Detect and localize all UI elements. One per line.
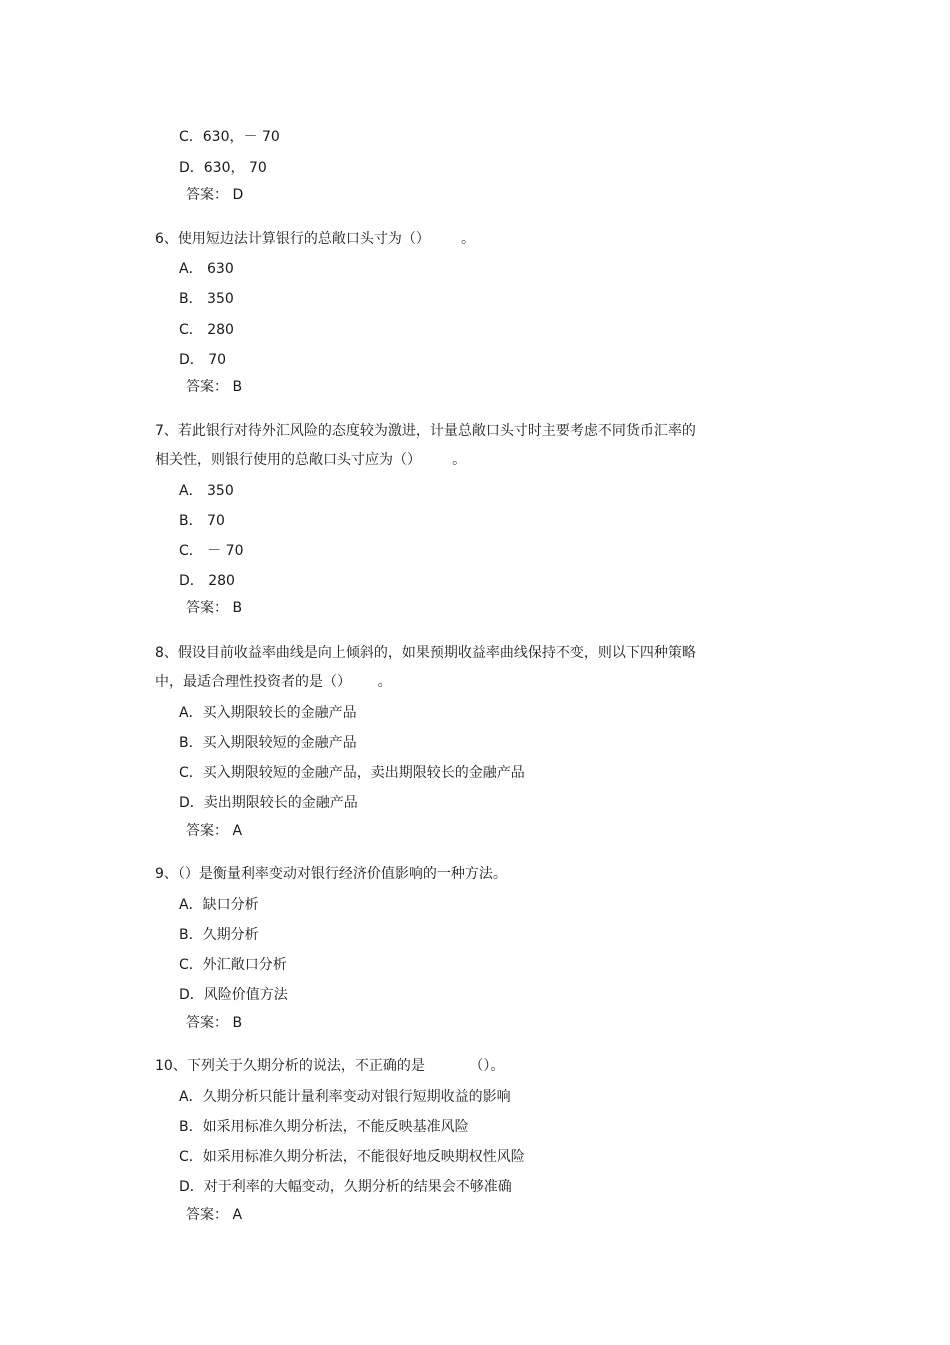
question-7-text-line2: 相关性，则银行使用的总敞口头寸应为（） 。 [155, 452, 467, 468]
question-6-answer: 答案： B [186, 379, 243, 395]
question-10-text: 10、下列关于久期分析的说法，不正确的是 （）。 [155, 1058, 505, 1074]
question-8-option-d: D．卖出期限较长的金融产品 [179, 795, 358, 811]
question-10-option-b: B．如采用标准久期分析法，不能反映基准风险 [179, 1119, 469, 1135]
question-6-option-d: D． 70 [179, 352, 227, 368]
question-9-text: 9、（）是衡量利率变动对银行经济价值影响的一种方法。 [155, 866, 507, 882]
question-9-option-a: A．缺口分析 [179, 897, 259, 913]
question-8-text-line1: 8、假设目前收益率曲线是向上倾斜的，如果预期收益率曲线保持不变，则以下四种策略 [155, 645, 696, 661]
question-10-answer: 答案： A [186, 1207, 243, 1223]
question-10-option-d: D．对于利率的大幅变动，久期分析的结果会不够准确 [179, 1179, 512, 1195]
question-9-answer: 答案： B [186, 1015, 243, 1031]
question-9-option-d: D．风险价值方法 [179, 987, 288, 1003]
question-10-option-a: A．久期分析只能计量利率变动对银行短期收益的影响 [179, 1089, 511, 1105]
question-7-option-c: C． － 70 [179, 543, 244, 559]
question-9-option-b: B．久期分析 [179, 927, 259, 943]
answer-prev: 答案： D [186, 187, 244, 203]
question-7-option-a: A． 350 [179, 483, 234, 499]
question-7-option-b: B． 70 [179, 513, 225, 529]
question-8-option-b: B．买入期限较短的金融产品 [179, 735, 357, 751]
question-10-option-c: C．如采用标准久期分析法，不能很好地反映期权性风险 [179, 1149, 525, 1165]
question-8-option-a: A．买入期限较长的金融产品 [179, 705, 357, 721]
question-6-option-a: A． 630 [179, 261, 234, 277]
question-8-text-line2: 中，最适合理性投资者的是（） 。 [155, 674, 392, 690]
option-c-prev: C．630，－ 70 [179, 129, 280, 145]
question-8-option-c: C．买入期限较短的金融产品，卖出期限较长的金融产品 [179, 765, 525, 781]
option-d-prev: D．630， 70 [179, 160, 267, 176]
question-8-answer: 答案： A [186, 823, 243, 839]
question-6-option-b: B． 350 [179, 291, 234, 307]
question-6-text: 6、使用短边法计算银行的总敞口头寸为（） 。 [155, 231, 476, 247]
question-7-option-d: D． 280 [179, 573, 235, 589]
question-7-answer: 答案： B [186, 600, 243, 616]
question-6-option-c: C． 280 [179, 322, 234, 338]
question-7-text-line1: 7、若此银行对待外汇风险的态度较为激进，计量总敞口头寸时主要考虑不同货币汇率的 [155, 423, 696, 439]
question-9-option-c: C．外汇敞口分析 [179, 957, 287, 973]
